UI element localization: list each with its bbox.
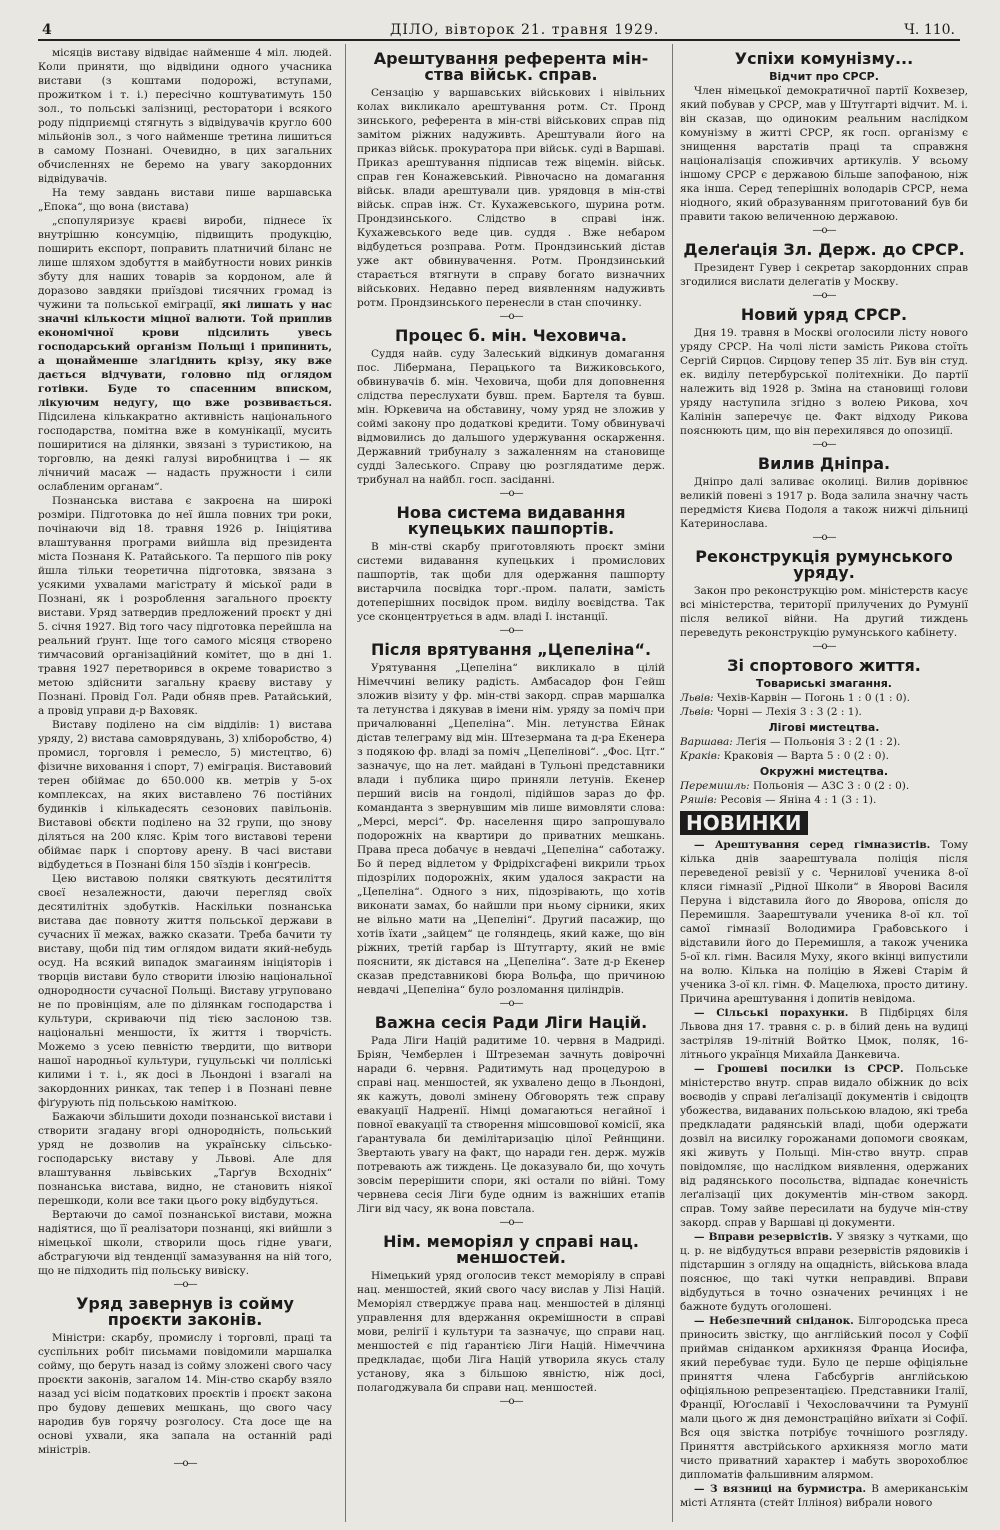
sport-result bbox=[680, 779, 968, 793]
column-2 bbox=[357, 46, 665, 1520]
subheadline: Відчит про СРСР. bbox=[769, 70, 879, 83]
article-paragraph: Суддя найв. суду Залеський відкинув домагання пос. Лібермана, Перацького та Вижиковського, обвинувачів б. мін. Чеховича, щоби для доповнення слідства переслухати бувш. прем. Бартеля та бувш. мін. Юркевича на обставину, чому уряд не зложив у соймі закону про додаткові кредити. Тому обвинувачі відмовились до дальшого удержування оскарження. Державний трибуналу з зажаленням на становище судді Залеського. Справу цю розглядатиме держ. трибунал на найбл. госп. засіданні. bbox=[357, 348, 665, 486]
quote-text: „спопуляризує краєві вироби, піднесе їх внутрішню консумцію, підвищить продукцію, поширить експорт, поправить платничий біланс не лише шляхом здобуття в майбутности нових ринків збуту для наших товарів за кордоном, але й доразово завдяки приїздові тисячних громад із чужини та польської еміграції, bbox=[38, 215, 332, 311]
news-lead: — Небезпечний сніданок. bbox=[694, 1315, 854, 1327]
quote-bold-text: які лишать у нас значні кількости міцної валюти. Той приплив економічної крови підсилить увесь господарський організм Польщі і припинить, а щонайменше злагіднить крізу, яку вже дається відчувати, головно під оглядом готівки. Буде то спасенним вписком, лікуючим недугу, що вже розвивається. bbox=[38, 299, 332, 409]
sport-subheading: Окружні мистецтва. bbox=[759, 765, 889, 778]
separator: —о— bbox=[499, 998, 523, 1009]
page-header bbox=[0, 0, 1000, 40]
news-text: Польське міністерство внутр. справ видало обіжник до всіх воєводів у справі леґалізації документів і свідоцтв убожества, видаваних польською владою, які треба предкладати радянській владі, щоби одержати дозвіл на висилку горожанами допомоги своякам, які живуть у Польщі. Мін-ство внутр. справ повідомляє, що наслідком виявлення, одержаних від радянського посольства, відпадає конечність леґалізації цих документів мін-ством закорд. справ. Тому зайве пересилати на будуче мін-ству закорд. справ у Варшаві ці документи. bbox=[680, 1063, 968, 1229]
result-text: Чорні — Лехія 3 : 3 (2 : 1). bbox=[716, 706, 862, 718]
result-text: Краковія — Варта 5 : 0 (2 : 0). bbox=[723, 750, 889, 762]
column-divider-2 bbox=[672, 44, 673, 1522]
sport-result bbox=[680, 735, 968, 749]
news-lead: — Вправи резервістів. bbox=[694, 1231, 833, 1243]
result-text: Чехів-Карвін — Погонь 1 : 0 (1 : 0). bbox=[716, 692, 910, 704]
article-paragraph: Вертаючи до самої познанської вистави, можна надіятися, що її реалізатори познанці, які вийшли з німецької школи, створили щось гідне уваги, абстрагуючи від тенденції замазування на ній того, що не підходить під польську вивіску. bbox=[38, 1209, 332, 1277]
column-3 bbox=[680, 46, 968, 1520]
issue-number: Ч. 110. bbox=[904, 22, 955, 38]
news-text: Білгородська преса приносить звістку, що англійський посол у Софії приймав сніданком архикнязя Франца Иосифа, який перебуває туди. Було це перше офіціяльне приняття члена Габсбургів англійською офіціяльною репрезентацією. Представники Італії, Франції, Юґославії і Чехословаччини та Румунії мали цього ж дня демонстраційно виїхати зі Софії. Вся оця звістка потрібує точнішого розгляду. Приняття австрійського архикнязя могло мати чисто приватний характер і мабуть зворохоблює дипломатів фальшивним алярмом. bbox=[680, 1315, 968, 1481]
separator: —о— bbox=[499, 311, 523, 322]
news-banner: НОВИНКИ bbox=[680, 811, 808, 835]
separator: —о— bbox=[499, 1217, 523, 1228]
separator: —о— bbox=[812, 225, 836, 236]
article-paragraph: Міністри: скарбу, промислу і торговлі, праці та суспільних робіт письмами повідомили маршалка сойму, що беруть назад із сойму зложені свого часу проєкти законів, загалом 14. Мін-ство скарбу взяло назад усі вісім податкових проєктів і проєкт закона про будову дешевих мешкань, що свого часу народив був горячу розголосу. Ста досе ще на основі ухвали, яка запала на останній раді міністрів. bbox=[38, 1332, 332, 1456]
result-city: Ряшів: bbox=[680, 794, 717, 806]
result-text: Польонія — АЗС 3 : 0 (2 : 0). bbox=[753, 780, 910, 792]
news-item bbox=[680, 1062, 968, 1230]
headline-delegation: Делеґація Зл. Держ. до СРСР. bbox=[683, 240, 965, 259]
headline-passports: Нова система видавання купецьких пашпортів. bbox=[396, 503, 626, 538]
headline-trial: Процес б. мін. Чеховича. bbox=[395, 326, 627, 345]
sport-result bbox=[680, 793, 968, 807]
article-paragraph: Сензацію у варшавських військових і нівільних колах викликало арештування ротм. Ст. Пронд зинського, референта в мін-стві військових справ під замітом ріжних надуживть. Арештували його на приказ військ. прокуратора при військ. суді в Варшаві. Приказ арештування підписав теж віцемін. військ. справ ген Конажевський. Рівночасно на домагання військ. влади арештували цив. урядовця в мін-стві військ. справ інж. Ст. Кухажевського, шурина ротм. Прондзинського. Слідство в справі інж. Кухажевського веде цив. суддя . Вже небаром відбудеться розправа. Ротм. Прондзинський дістав уже акт обвинувачення. Ротм. Прондзинський старається втягнути в справу богато визначних військових. Недавно перед виявленням надуживть ротм. Прондзинського перенесли в стан спочинку. bbox=[357, 87, 665, 309]
news-text: В Підбірцях біля Львова дня 17. травня с. р. в білий день на вудиці застріляв 19-літній Войтко Цмок, поляк, 16-літнього українця Михайла Данкевича. bbox=[680, 1007, 968, 1061]
news-item bbox=[680, 1006, 968, 1062]
column-divider-1 bbox=[345, 44, 346, 1522]
separator: —о— bbox=[173, 1279, 197, 1290]
article-paragraph: Урятування „Цепеліна“ викликало в цілій Німеччині велику радість. Амбасадор фон Гейш зложив візиту у фр. мін-стві закорд. справ маршалка та летунства і дякував в імени нім. уряду за поміч при причалюванні „Цепеліна“. Мін. летунства Ейнак дістав телеграму від мін. Штезермана та д-ра Екенера з подякою фр. владі за поміч „Цепелінові“. „Фос. Цтг.“ зазначує, що на лет. майдані в Тульоні представники влади і публика щиро приняли летунів. Екенер перший висів на гондолі, підійшов зараз до фр. командантa з звернувшим мів лише вимовляти слова: „Мерсі, мерсі“. Фр. населення щиро запрошувало подорожніх на квартири до приватних мешкань. Права преса добачує в невдачі „Цепеліна“ саботажу. Бо й перед відлетом у Фрідріхсгафені викрили трьох підозрілих подорожніх, яким удалося закрасти на „Цепеліна“. Одного з них, підозрівають, що хотів виконати замах, бо найшли при ньому сірники, яких не вільно мати на „Цепеліні“. Другий пасажир, що хотів їхати „зайцем“ це голяндець, який каже, що він ріжних, третій гарбар із Штутгарту, який не вміє пояснити, як дістався на „Цепеліна“. Зате д-р Екенер сказав представникові бюра Вольфа, що причиною невдачі „Цепеліна“ було розломання циліндрів. bbox=[357, 662, 665, 996]
headline-romania: Реконструкція румунського уряду. bbox=[695, 547, 953, 582]
headline-arrest: Арештування референта мін-ства військ. справ. bbox=[373, 49, 649, 84]
result-text: Леґія — Польонія 3 : 2 (1 : 2). bbox=[736, 736, 901, 748]
headline-zeppelin: Після врятування „Цепеліна“. bbox=[370, 640, 652, 659]
sport-result bbox=[680, 705, 968, 719]
headline-communism: Успіхи комунізму... bbox=[734, 49, 914, 68]
headline-uriad: Уряд завернув із сойму проєкти законів. bbox=[76, 1294, 294, 1329]
article-paragraph: Дня 19. травня в Москві оголосили лісту нового уряду СРСР. На чолі лісти замість Рикова стоїть Сергій Сирцов. Сирцову тепер 35 літ. Був він студ. ек. виділу петербурської політехніки. До партії належить від 1928 р. Зміна на становищі голови уряду наступила згідно з волею Рикова, хоч Калінін заперечує це. Факт відходу Рикова пояснюють цим, що він перехилявся до опозиції. bbox=[680, 327, 968, 437]
result-text: Ресовія — Яніна 4 : 1 (3 : 1). bbox=[720, 794, 877, 806]
article-paragraph: Закон про реконструкцію ром. міністерств касує всі міністерства, території прилучених до Румунії після великої війни. На другий тиждень переведуть реконструкцію румунського кабінету. bbox=[680, 585, 968, 639]
separator: —о— bbox=[499, 488, 523, 499]
article-paragraph: Член німецької демократичної партії Кохвезер, який побував у СРСР, мав у Штутгарті відчит. М. і. він сказав, що одиноким реальним наслідком комунізму в житті СРСР, як госп. організму є знищення варстатів праці та справжня націоналізація споживчих артикулів. У всьому іншому СРСР є державою більше запофаною, ніж яка інша. Серед теперішніх володарів СРСР, нема ніодного, який образуванням приготований був би правити такою величенною державою. bbox=[680, 85, 968, 223]
news-text: Тому кілька днів заарештувала поліція після переведеної ревізії у с. Черниловї ученика 8-ої кляси гімназії „Рідної Школи“ в Яворові Василя Перуна і відставила його до Яворова, опісля до Перемишля. Заарештували ученика 8-ої кл. тої самої гімназії Володимира Грабовського і відставили його до Перемишля, а також ученика 5-ої кл. гімн. Василя Муху, якого вкінці випустили на волю. Кілька на поліцію в Яжеві Старім й ученика 3-ої кл. гімн. Ф. Мацелюха, просто дитину. Причина арештування і допитів невідома. bbox=[680, 839, 968, 1005]
column-1 bbox=[38, 46, 332, 1520]
headline-sport: Зі спортового життя. bbox=[727, 656, 921, 675]
article-paragraph: місяців виставу відвідає найменше 4 міл. людей. Коли приняти, що відвідини одного учасника вистави (з коштами подорожі, вступами, прожитком і т. і.) пересічно коштуватимуть 150 зол., то польські залізниці, ресторатори і всякого роду підприємці стягнуть з відвідувачів кругло 600 мільйонів зол., з чого найменше третина лишиться в самому Познані. Очевидно, в цих загальних обчисленнях не беремо на увагу закордонних відвідувачів. bbox=[38, 47, 332, 185]
article-paragraph: Рада Ліги Націй радитиме 10. червня в Мадриді. Бріян, Чемберлен і Штреземан зачнуть довірочні наради 6. червня. Радитимуть над процедурою в справі нац. меншостей, як ухвалено дещо в Льондоні, як кажуть, доволі змінену Обговорять теж справу евакуації Надренії. Німці домагаються негайної і повної евакуації та створення мішсовшової комісії, яка ґарантувала би демілітаризацію цілої Рейнщини. Звертають увагу на факт, що наради ген. держ. мужів потревають аж тиждень. Це доказувало би, що хочуть зовсім перерішити спори, які остали по війні. Тому червнева сесія Ліги буде одним із важніших етапів Ліги від часу, як вона повстала. bbox=[357, 1035, 665, 1215]
news-item bbox=[680, 1314, 968, 1482]
news-item bbox=[680, 838, 968, 1006]
article-paragraph: Бажаючи збільшити доходи познанської вистави і створити згадану вгорі однородність, польський уряд не дозволив на українську сільсько-господарську виставу у Львові. Але для влаштування львівських „Тарґув Всходніх“ познанська вистава, видно, не становить ніякої перешкоди, коли все таки цього року відбудуться. bbox=[38, 1111, 332, 1207]
article-paragraph: В мін-стві скарбу приготовляють проєкт зміни системи видавання купецьких і промислових пашпортів, так щоби для одержання пашпорту вистарчила посвідка торг.-пром. палати, замість дотеперішних посвідок пром. виділу воєвідства. Так усе сконцентрується в адм. владі І. інстанції. bbox=[357, 541, 665, 623]
article-quote bbox=[38, 214, 332, 494]
result-city: Перемишль: bbox=[680, 780, 750, 792]
quote-text: Підсилена кількакратно активність національного господарства, помітна вже в комунікації, мусить поширитися на ділянки, звязані з туристикою, на торговлю, на деякі галузі виробництва і — як лічничий масаж — надасть пружности і сили ослабленим органам“. bbox=[38, 411, 332, 493]
news-text: У звязку з чутками, що ц. р. не відбудуться вправи резервістів рядовиків і підстаршин з огляду на ощадність, військова влада пояснює, що такі чутки неправдиві. Вправи відбудуться в точно означених речинцях і не бажноте будуть оголошені. bbox=[680, 1231, 968, 1313]
sport-subheading: Лігові мистецтва. bbox=[768, 721, 880, 734]
sport-result bbox=[680, 691, 968, 705]
separator: —о— bbox=[812, 439, 836, 450]
news-lead: — Арештування серед гімназистів. bbox=[694, 839, 931, 851]
headline-memorial: Нім. меморіял у справі нац. меншостей. bbox=[383, 1232, 639, 1267]
sport-result bbox=[680, 749, 968, 763]
article-paragraph: Цею виставою поляки святкують десятиліття своєї незалежности, даючи перегляд своїх десятилітніх здобутків. Наскільки познанська вистава дає повноту життя польської держави в сучасних її межах, важко сказати. Треба бачити ту виставу, щоби під тим оглядом видати який-небудь осуд. На всякий випадок змагаиням ініціяторів і творців вистави було створити ілюзію національної однородности сучасної Польщі. Виставу угруповано не по провінціям, але по ділянкам господарства і культури, скриваючи під тією заслоною тзв. національні меншости, їх життя і творчість. Можемо з усею певністю твердити, що витвори нашої народньої культури, гуцульські чи полліські килими і т. і., як досі в Льондоні і взагалі на закордонних ринках, так тепер і в Познані певне фіґурують під польською наміткою. bbox=[38, 873, 332, 1109]
news-lead: — Сільські порахунки. bbox=[694, 1007, 849, 1019]
separator: —о— bbox=[499, 625, 523, 636]
result-city: Краків: bbox=[680, 750, 721, 762]
news-lead: — Грошеві посилки із СРСР. bbox=[694, 1063, 904, 1075]
news-lead: — З вязниці на бурмистра. bbox=[694, 1483, 867, 1495]
article-paragraph: Президент Гувер і секретар закордонних справ згодилися вислати делегатів у Москву. bbox=[680, 262, 968, 288]
result-city: Варшава: bbox=[680, 736, 733, 748]
news-item bbox=[680, 1482, 968, 1510]
article-paragraph: На тему завдань вистави пише варшавська „Епока“, що вона (вистава) bbox=[38, 187, 332, 213]
article-paragraph: Виставу поділено на сім відділів: 1) вистава уряду, 2) вистава самоврядувань, 3) хліборобство, 4) промисл, торговля і ремесло, 5) мистецтво, 6) фізичне виховання і спорт, 7) еміграція. Виставовий терен обіймає до 650.000 кв. метрів у 5-ох комплексах, на яких виставлено 76 постійних будинків і кількадесять сезонових павільонів. Виставові обєкти поділено на 32 групи, що знову діляться на 200 кляс. Крім того виставові терени обіймає парк і спортову арену. В часі вистави відбудеться в Познані біля 150 зїздів і конґресів. bbox=[38, 719, 332, 871]
header-rule bbox=[38, 39, 960, 41]
article-paragraph: Німецький уряд оголосив текст меморіялу в справі нац. меншостей, який свого часу вислав у Лізі Націй. Меморіял стверджує права нац. меншостей в ділянці управлення для вдержання окремішности в справі мови, релігії і культури та зазначує, що справи нац. меншостей є під ґарантією Ліги Націй. Німеччина предкладає, щоби Ліга Націй утворила якусь сталу установу, яка з більшою явністю, ніж досі, полагоджувала би справи нац. меншостей. bbox=[357, 1270, 665, 1394]
masthead: ДІЛО, вівторок 21. травня 1929. bbox=[390, 22, 660, 38]
result-city: Львів: bbox=[680, 706, 714, 718]
separator: —о— bbox=[812, 290, 836, 301]
news-item bbox=[680, 1230, 968, 1314]
separator: —о— bbox=[812, 641, 836, 652]
sport-subheading: Товариські змагання. bbox=[756, 677, 892, 690]
separator: —о— bbox=[173, 1458, 197, 1469]
separator: —о— bbox=[499, 1396, 523, 1407]
headline-league: Важна сесія Ради Ліги Націй. bbox=[374, 1013, 648, 1032]
headline-new-government: Новий уряд СРСР. bbox=[740, 305, 908, 324]
article-paragraph: Познанська вистава є закроєна на широкі розміри. Підготовка до неї йшла повних три роки, почінаючи від 18. травня 1926 р. Ініціятива влаштування програми вийшла від президента міста Познаня К. Ратайського. Та першого пів року йшла тільки теоретична підготовка, звязана з усякими ухвалами магістрату й міської ради в Познані, як і розроблення загального проєкту вистави. Уряд затвердив предложений проєкт у дні 5. січня 1927. Від того часу підготовка перейшла на реальний ґрунт. Іще того самого місяця створено тимчасовий організаційний комітет, що в дні 1. травня 1927 перетворився в окреме товариство з метою здійснити загальну краєву виставу у Познані. Провід Гол. Ради обняв прев. Ратайський, а провід управи д-р Ваховяк. bbox=[38, 495, 332, 717]
page-number: 4 bbox=[42, 22, 52, 38]
separator: —о— bbox=[812, 532, 836, 543]
news-text: В американськім місті Атлянта (стейт Ілліноя) вибрали нового bbox=[680, 1483, 968, 1509]
article-paragraph: Дніпро далі заливає околиці. Вилив дорівнює великій повені з 1917 р. Вода залила значну часть передмістя Києва Подоля а також нижчі дільниці Катеринослава. bbox=[680, 476, 968, 530]
result-city: Львів: bbox=[680, 692, 714, 704]
headline-dnipro: Вилив Дніпра. bbox=[757, 454, 891, 473]
